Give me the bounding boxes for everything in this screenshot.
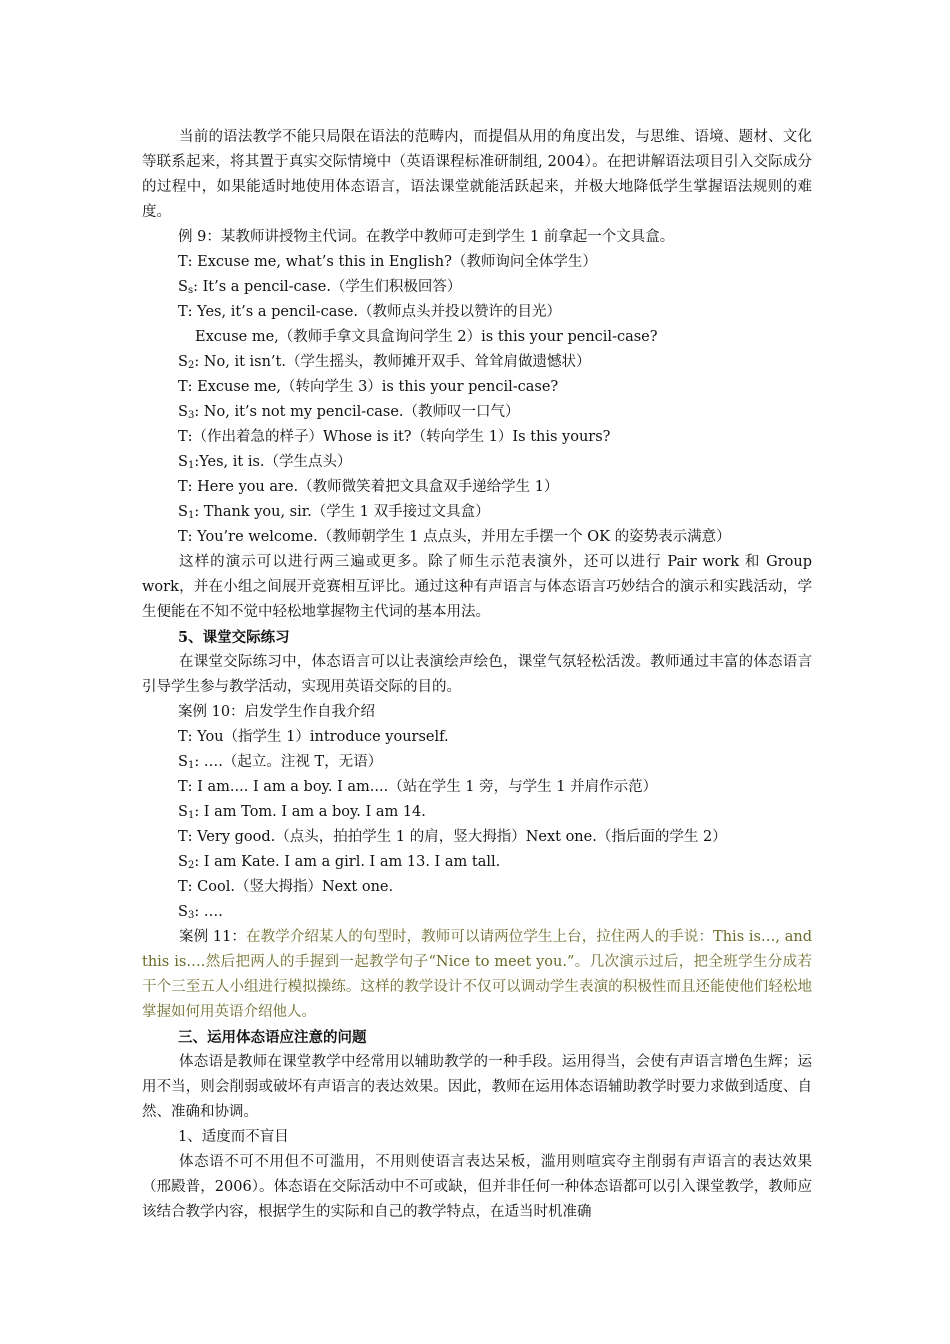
paragraph-classroom-practice: 在课堂交际练习中，体态语言可以让表演绘声绘色，课堂气氛轻松活泼。教师通过丰富的体态语言引导学生参与教学活动，实现用英语交际的目的。 — [142, 654, 812, 695]
dialogue-line: T: Excuse me, what’s this in English?（教师询问全体学生） — [178, 254, 597, 270]
paragraph-demonstration: 这样的演示可以进行两三遍或更多。除了师生示范表演外，还可以进行 Pair work 和 Group work，并在小组之间展开竞赛相互评比。通过这种有声语言与体态语言巧妙结合的演示和实践活动，学生便能在不知不觉中轻松地掌握物主代词的基本用法。 — [142, 554, 812, 620]
dialogue-line: T: Cool.（竖大拇指）Next one. — [178, 879, 394, 895]
dialogue-line: T: You’re welcome.（教师朝学生 1 点点头，并用左手摆一个 OK 的姿势表示满意） — [178, 529, 731, 545]
dialogue-line: T: Very good.（点头，拍拍学生 1 的肩，竖大拇指）Next one.（指后面的学生 2） — [178, 829, 727, 845]
example-9-intro: 例 9：某教师讲授物主代词。在教学中教师可走到学生 1 前拿起一个文具盒。 — [178, 229, 675, 245]
dialogue-line: $S_2$: No, it isn’t.（学生摇头，教师摊开双手、耸耸肩做遗憾状） — [178, 354, 591, 371]
paragraph-grammar-teaching: 当前的语法教学不能只局限在语法的范畴内，而提倡从用的角度出发，与思维、语境、题材、文化等联系起来，将其置于真实交际情境中（英语课程标准研制组, 2004）。在把讲解语法项目引入交际成分的过程中，如果能适时地使用体态语言，语法课堂就能活跃起来，并极大地降低学生掌握语法规则的难度。 — [142, 129, 812, 220]
dialogue-line: $S_1:Yes$, it is.（学生点头） — [178, 454, 352, 471]
dialogue-line: $S_1$: ….（起立。注视 T，无语） — [178, 754, 383, 771]
paragraph-case-11: 案例 11：在教学介绍某人的句型时，教师可以请两位学生上台，拉住两人的手说：This is…, and this is….然后把两人的手握到一起教学句子“Nice to meet you.”。几次演示过后，把全班学生分成若干个三至五人小组进行模拟操练。这样的教学设计不仅可以调动学生表演的积极性而且还能使他们轻松地掌握如何用英语介绍他人。 — [142, 929, 812, 1020]
dialogue-line: Excuse me,（教师手拿文具盒询问学生 2）is this your pencil-case? — [195, 329, 658, 345]
dialogue-line: $S_3$: …. — [178, 904, 223, 921]
subsection-heading-1: 1、适度而不盲目 — [178, 1129, 289, 1145]
dialogue-line: T: You（指学生 1）introduce yourself. — [178, 729, 449, 745]
section-heading-3: 三、运用体态语应注意的问题 — [178, 1029, 367, 1046]
dialogue-line: T: Excuse me,（转向学生 3）is this your pencil-case? — [178, 379, 559, 395]
dialogue-line: $S_1$: I am Tom. I am a boy. I am 14. — [178, 804, 426, 821]
dialogue-line: $S_1$: Thank you, sir.（学生 1 双手接过文具盒） — [178, 504, 490, 521]
dialogue-line: $S_2$: I am Kate. I am a girl. I am 13. I am tall. — [178, 854, 501, 871]
dialogue-line: T: Here you are.（教师微笑着把文具盒双手递给学生 1） — [178, 479, 559, 495]
paragraph-body-language: 体态语是教师在课堂教学中经常用以辅助教学的一种手段。运用得当，会使有声语言增色生辉；运用不当，则会削弱或破坏有声语言的表达效果。因此，教师在运用体态语辅助教学时要力求做到适度、自然、准确和协调。 — [142, 1054, 812, 1120]
case-11-body: 在教学介绍某人的句型时，教师可以请两位学生上台，拉住两人的手说：This is…, and this is….然后把两人的手握到一起教学句子“Nice to meet you.”。几次演示过后，把全班学生分成若干个三至五人小组进行模拟操练。这样的教学设计不仅可以调动学生表演的积极性而且还能使他们轻松地掌握如何用英语介绍他人。 — [142, 929, 812, 1020]
paragraph-moderation: 体态语不可不用但不可滥用，不用则使语言表达呆板，滥用则喧宾夺主削弱有声语言的表达效果（邢殿普，2006）。体态语在交际活动中不可或缺，但并非任何一种体态语都可以引入课堂教学，教师应该结合教学内容，根据学生的实际和自己的教学特点，在适当时机准确 — [142, 1154, 812, 1220]
section-heading-5: 5、课堂交际练习 — [178, 629, 290, 646]
dialogue-line: $S_3$: No, it’s not my pencil-case.（教师叹一口气） — [178, 404, 520, 421]
dialogue-line: T: I am.... I am a boy. I am....（站在学生 1 旁，与学生 1 并肩作示范） — [178, 779, 658, 795]
dialogue-line: T:（作出着急的样子）Whose is it?（转向学生 1）Is this yours? — [178, 429, 611, 445]
dialogue-line: $S_s$: It’s a pencil-case.（学生们积极回答） — [178, 279, 462, 296]
dialogue-line: T: Yes, it’s a pencil-case.（教师点头并投以赞许的目光） — [178, 304, 561, 320]
case-10-intro: 案例 10：启发学生作自我介绍 — [178, 704, 376, 720]
